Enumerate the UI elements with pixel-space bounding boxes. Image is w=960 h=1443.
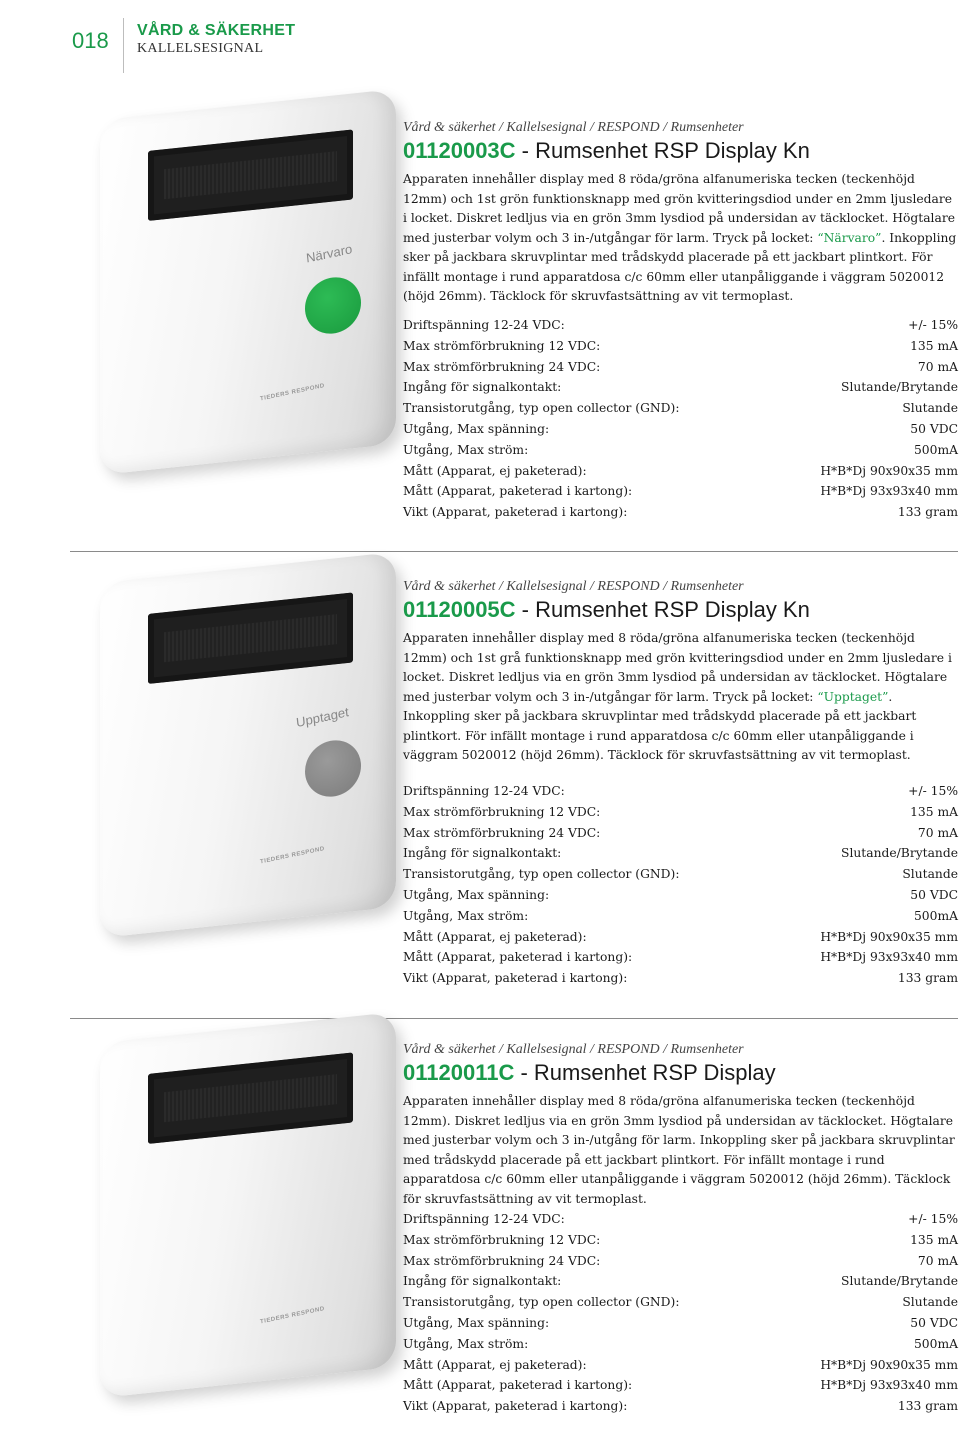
product-name: Rumsenhet RSP Display Kn [535,597,810,622]
spec-row [403,888,958,909]
spec-row [403,971,958,992]
section-subtitle: KALLELSESIGNAL [137,41,264,56]
section-divider [70,551,958,552]
spec-row [403,909,958,930]
device-display [148,592,353,684]
product-3 [403,1042,958,1209]
spec-label: Mått (Apparat, paketerad i kartong): [403,950,633,965]
product-title: 01120011C - Rumsenhet RSP Display [403,1060,776,1085]
spec-label: Vikt (Apparat, paketerad i kartong): [403,505,628,520]
spec-row [403,318,958,339]
spec-label: Utgång, Max spänning: [403,1315,550,1330]
device-brand: TIEDERS RESPOND [259,846,325,866]
spec-label: Max strömförbrukning 24 VDC: [403,359,601,374]
product-name: Rumsenhet RSP Display Kn [535,138,810,163]
spec-table-3 [403,1212,958,1420]
section-divider [70,1018,958,1019]
spec-row [403,505,958,526]
spec-row [403,950,958,971]
spec-label: Driftspänning 12-24 VDC: [403,1212,565,1226]
product-title: 01120005C - Rumsenhet RSP Display Kn [403,597,810,622]
spec-row [403,805,958,826]
spec-label: Mått (Apparat, ej paketerad): [403,929,587,944]
device-display [148,129,353,221]
page-header [0,0,960,80]
spec-row [403,360,958,381]
spec-row [403,1358,958,1379]
spec-row [403,1337,958,1358]
spec-value: 135 mA [910,1232,958,1247]
spec-row [403,930,958,951]
spec-label: Max strömförbrukning 12 VDC: [403,338,601,353]
spec-label: Mått (Apparat, ej paketerad): [403,463,587,478]
spec-value: 50 VDC [910,1315,958,1330]
spec-table-1 [403,318,958,526]
device-image-2 [72,575,350,930]
article-number: 01120011C [403,1060,515,1085]
spec-row [403,464,958,485]
product-description: Apparaten innehåller display med 8 röda/gröna alfanumeriska tecken (teckenhöjd 12mm) och 1st grå funktionsknapp med grön kvitteringsdiod under en 2mm ljusledare i locket. Diskret ledljus via en grön 3mm lysdiod på undersidan av täcklocket. Högtalare med justerbar volym och 3 in-/utgångar för larm. Tryck på locket: “Upptaget”. Inkoppling sker på jackbara skruvplintar med trådskydd placerade på ett jackbart plintkort. För infällt montage i rund apparatdosa c/c 60mm eller utanpåliggande i väggram 5020012 (höjd 26mm). Täcklock för skruvfastsättning av vit termoplast. [403,631,952,762]
spec-row [403,867,958,888]
spec-label: Ingång för signalkontakt: [403,380,562,395]
spec-row [403,1233,958,1254]
spec-label: Driftspänning 12-24 VDC: [403,784,565,798]
spec-value: 500mA [913,908,958,923]
spec-label: Vikt (Apparat, paketerad i kartong): [403,1399,628,1414]
spec-value: H*B*Dj 90x90x35 mm [820,1357,958,1372]
spec-row [403,1254,958,1275]
device-image-1 [72,112,353,467]
spec-label: Utgång, Max ström: [403,1336,529,1351]
spec-value: Slutande [902,867,958,882]
spec-label: Mått (Apparat, ej paketerad): [403,1357,587,1372]
device-label: Närvaro [305,241,353,266]
spec-table-2 [403,784,958,992]
spec-row [403,422,958,443]
spec-value: Slutande/Brytande [841,380,958,395]
spec-value: 135 mA [910,804,958,819]
spec-label: Transistorutgång, typ open collector (GND): [403,1295,680,1310]
spec-label: Transistorutgång, typ open collector (GND): [403,867,680,882]
spec-value: 133 gram [897,1399,958,1414]
spec-label: Ingång för signalkontakt: [403,1274,562,1289]
spec-row [403,846,958,867]
spec-label: Mått (Apparat, paketerad i kartong): [403,1378,633,1393]
spec-value: Slutande/Brytande [841,846,958,861]
spec-row [403,1295,958,1316]
spec-value: H*B*Dj 93x93x40 mm [820,1378,958,1393]
spec-label: Max strömförbrukning 24 VDC: [403,825,601,840]
spec-label: Driftspänning 12-24 VDC: [403,318,565,332]
spec-label: Utgång, Max spänning: [403,421,550,436]
spec-value: 500mA [913,1336,958,1351]
spec-label: Max strömförbrukning 12 VDC: [403,1232,601,1247]
device-brand: TIEDERS RESPOND [259,1306,325,1326]
spec-value: Slutande [902,401,958,416]
spec-row [403,826,958,847]
spec-label: Utgång, Max ström: [403,442,529,457]
spec-value: 50 VDC [910,887,958,902]
product-description: Apparaten innehåller display med 8 röda/gröna alfanumeriska tecken (teckenhöjd 12mm) och 1st grön funktionsknapp med grön kvitteringsdiod under en 2mm ljusledare i locket. Diskret ledljus via en grön 3mm lysdiod på undersidan av täcklocket. Högtalare med justerbar volym och 3 in-/utgångar för larm. Tryck på locket: “Närvaro”. Inkoppling sker på jackbara skruvplintar med trådskydd placerade på ett jackbart plintkort. För infällt montage i rund apparatdosa c/c 60mm eller utanpåliggande i väggram 5020012 (höjd 26mm). Täcklock för skruvfastsättning av vit termoplast. [403,172,957,303]
article-number: 01120003C [403,138,516,163]
spec-value: +/- 15% [908,784,958,798]
spec-value: 70 mA [917,1253,958,1268]
product-name: Rumsenhet RSP Display [533,1060,776,1085]
spec-label: Vikt (Apparat, paketerad i kartong): [403,971,628,986]
spec-label: Transistorutgång, typ open collector (GND): [403,401,680,416]
spec-row [403,1274,958,1295]
spec-value: H*B*Dj 93x93x40 mm [820,484,958,499]
section-title: VÅRD & SÄKERHET [137,22,296,39]
spec-value: 70 mA [917,825,958,840]
spec-label: Ingång för signalkontakt: [403,846,562,861]
product-title: 01120003C - Rumsenhet RSP Display Kn [403,138,810,163]
spec-value: 500mA [913,442,958,457]
device-label: Upptaget [295,704,350,731]
breadcrumb: Vård & säkerhet / Kallelsesignal / RESPOND / Rumsenheter [403,1042,744,1057]
spec-value: 70 mA [917,359,958,374]
spec-label: Mått (Apparat, paketerad i kartong): [403,484,633,499]
spec-row [403,401,958,422]
spec-row [403,484,958,505]
spec-value: +/- 15% [908,1212,958,1226]
spec-label: Utgång, Max spänning: [403,887,550,902]
spec-value: Slutande [902,1295,958,1310]
product-description: Apparaten innehåller display med 8 röda/gröna alfanumeriska tecken (teckenhöjd 12mm). Diskret ledljus via en grön 3mm lysdiod på undersidan av täcklocket. Högtalare med justerbar volym och 3 in-/utgång för larm. Inkoppling sker på jackbara skruvplintar med trådskydd placerade på ett jackbart plintkort. För infällt montage i rund apparatdosa c/c 60mm eller utanpåliggande i väggram 5020012 (höjd 26mm). Täcklock för skruvfastsättning av vit termoplast. [403,1094,955,1206]
spec-label: Utgång, Max ström: [403,908,529,923]
device-brand: TIEDERS RESPOND [259,383,325,403]
breadcrumb: Vård & säkerhet / Kallelsesignal / RESPOND / Rumsenheter [403,579,744,594]
device-display [148,1052,353,1144]
grey-button-icon [305,738,361,800]
spec-value: 135 mA [910,338,958,353]
spec-row [403,1316,958,1337]
spec-row [403,380,958,401]
breadcrumb: Vård & säkerhet / Kallelsesignal / RESPOND / Rumsenheter [403,120,744,135]
spec-value: H*B*Dj 90x90x35 mm [820,929,958,944]
spec-value: Slutande/Brytande [841,1274,958,1289]
green-button-icon [305,275,361,337]
page-number: 018 [72,28,109,53]
header-divider [123,18,124,73]
spec-row [403,1212,958,1233]
spec-label: Max strömförbrukning 12 VDC: [403,804,601,819]
spec-value: +/- 15% [908,318,958,332]
spec-row [403,784,958,805]
spec-row [403,443,958,464]
spec-label: Max strömförbrukning 24 VDC: [403,1253,601,1268]
spec-value: 50 VDC [910,421,958,436]
article-number: 01120005C [403,597,516,622]
product-1 [403,120,958,307]
spec-value: 133 gram [897,505,958,520]
spec-row [403,1378,958,1399]
spec-value: 133 gram [897,971,958,986]
spec-value: H*B*Dj 90x90x35 mm [820,463,958,478]
device-image-3 [72,1035,337,1390]
product-2 [403,579,958,766]
spec-row [403,1399,958,1420]
spec-row [403,339,958,360]
spec-value: H*B*Dj 93x93x40 mm [820,950,958,965]
